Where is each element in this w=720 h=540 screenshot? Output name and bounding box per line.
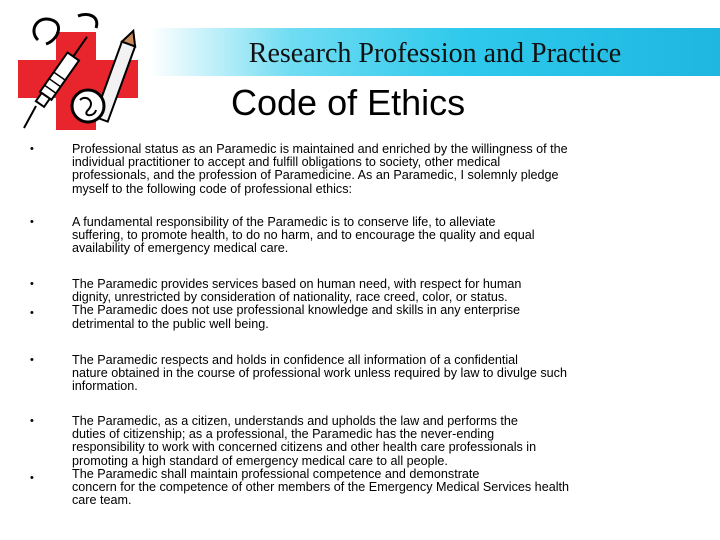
slide-subtitle: Code of Ethics bbox=[231, 82, 466, 123]
slide-title: Research Profession and Practice bbox=[248, 38, 622, 69]
bullet-icon: • bbox=[30, 415, 34, 427]
paragraph-professional-status: Professional status as an Paramedic is maintained and enriched by the willingness of the individual practitioner to accept and fulfill obligations to society, other medical professionals, and the profession of Paramedicine. As an Paramedic, I solemnly pledge myself to the following code of professional ethics: bbox=[72, 142, 568, 196]
bullet-icon: • bbox=[30, 278, 34, 290]
bullet-icon: • bbox=[30, 472, 34, 484]
bullet-icon: • bbox=[30, 216, 34, 228]
paragraph-services-human-need: The Paramedic provides services based on human need, with respect for human dignity, unrestricted by consideration of nationality, race creed, color, or status. The Paramedic does not use professional knowledge and skills in any enterprise detrimental to the public well being. bbox=[72, 277, 522, 331]
paragraph-fundamental-responsibility: A fundamental responsibility of the Paramedic is to conserve life, to alleviate suffering, to promote health, to do no harm, and to encourage the quality and equal availability of emergency medical care. bbox=[72, 215, 535, 256]
bullet-icon: • bbox=[30, 143, 34, 155]
paragraph-confidentiality: The Paramedic respects and holds in confidence all information of a confidential nature obtained in the course of professional work unless required by law to divulge such information. bbox=[72, 353, 567, 394]
bullet-icon: • bbox=[30, 307, 34, 319]
paragraph-citizenship-competence: The Paramedic, as a citizen, understands and upholds the law and performs the duties of citizenship; as a professional, the Paramedic has the never-ending responsibility to work with concerned citizens and other health care professionals in promoting a high standard of emergency medical care to all people. The Paramedic shall maintain professional competence and demonstrate concern for the competence of other members of the Emergency Medical Services health care team. bbox=[72, 414, 569, 508]
bullet-icon: • bbox=[30, 354, 34, 366]
medical-instruments-clipart-icon bbox=[18, 10, 148, 130]
